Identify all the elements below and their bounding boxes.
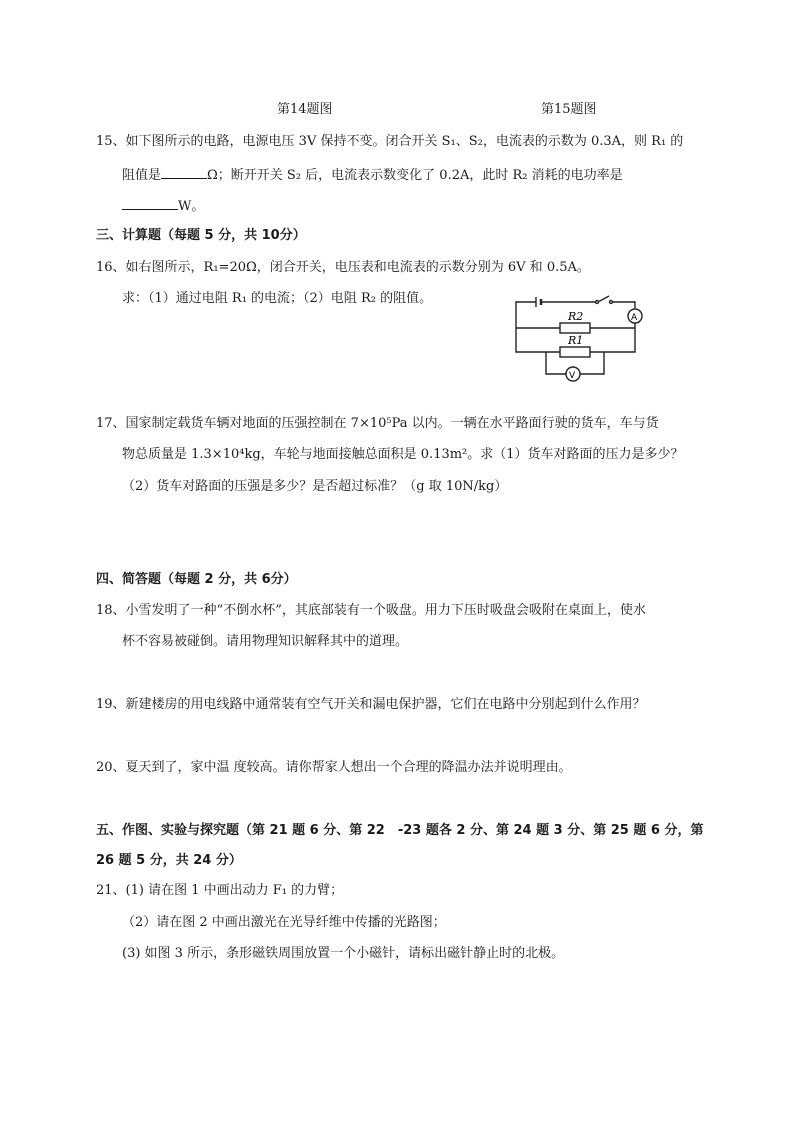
question-21-part-1: 21、(1) 请在图 1 中画出动力 F₁ 的力臂； [96, 883, 344, 898]
section-5-title-line-1: 五、作图、实验与探究题（第 21 题 6 分、第 22 -23 题各 2 分、第 24 题 3 分、第 25 题 6 分，第 [96, 823, 704, 838]
question-18-line-2: 杯不容易被碰倒。请用物理知识解释其中的道理。 [122, 634, 409, 649]
switch-icon [598, 296, 609, 302]
figure-14-caption: 第14题图 [277, 102, 333, 117]
question-17-line-2: 物总质量是 1.3×10⁴kg，车轮与地面接触总面积是 0.13m²。求（1）货车对路面的压力是多少？ [122, 447, 684, 462]
question-17-line-3: （2）货车对路面的压强是多少？是否超过标准？（g 取 10N/kg） [122, 479, 508, 494]
wire [612, 302, 635, 308]
question-number: 16、 [96, 260, 126, 275]
question-20-line-1: 20、夏天到了，家中温 度较高。请你帮家人想出一个合理的降温办法并说明理由。 [96, 760, 572, 775]
question-15-line-3: W。 [122, 195, 204, 217]
question-number: 15、 [96, 134, 126, 149]
answer-blank[interactable] [161, 164, 207, 179]
r2-label: R2 [568, 310, 584, 323]
question-16-line-1: 16、如右图所示，R₁=20Ω，闭合开关，电压表和电流表的示数分别为 6V 和 0.5A。 [96, 260, 590, 275]
question-number: 20、 [96, 760, 126, 775]
resistor-r1 [560, 347, 590, 357]
r1-label: R1 [568, 334, 584, 347]
question-21-part-2: （2）请在图 2 中画出激光在光导纤维中传播的光路图； [122, 915, 446, 930]
question-number: 17、 [96, 416, 126, 431]
figure-15-caption: 第15题图 [541, 102, 597, 117]
ammeter-label: A [631, 313, 638, 323]
circuit-diagram [508, 294, 648, 384]
voltmeter-label: V [569, 371, 576, 381]
question-21-part-3: (3) 如图 3 所示，条形磁铁周围放置一个小磁针，请标出磁针静止时的北极。 [122, 946, 565, 961]
resistor-r2 [560, 323, 590, 333]
section-5-title-line-2: 26 题 5 分，共 24 分） [96, 853, 242, 868]
question-number: 18、 [96, 603, 126, 618]
question-18-line-1: 18、小雪发明了一种“不倒水杯”，其底部装有一个吸盘。用力下压时吸盘会吸附在桌面上，使水 [96, 603, 646, 618]
question-15-line-1: 15、如下图所示的电路，电源电压 3V 保持不变。闭合开关 S₁、S₂，电流表的示数为 0.3A，则 R₁ 的 [96, 134, 684, 149]
question-19-line-1: 19、新建楼房的用电线路中通常装有空气开关和漏电保护器，它们在电路中分别起到什么作用？ [96, 697, 646, 712]
question-16-line-2: 求：（1）通过电阻 R₁ 的电流；（2）电阻 R₂ 的阻值。 [122, 291, 433, 306]
section-3-title: 三、计算题（每题 5 分，共 10分） [96, 228, 306, 243]
section-4-title: 四、简答题（每题 2 分，共 6分） [96, 572, 297, 587]
question-number: 21、 [96, 883, 126, 898]
answer-blank[interactable] [122, 195, 178, 210]
question-number: 19、 [96, 697, 126, 712]
question-17-line-1: 17、国家制定载货车辆对地面的压强控制在 7×10⁵Pa 以内。一辆在水平路面行驶的货车，车与货 [96, 416, 659, 431]
wire [516, 302, 536, 314]
question-15-line-2: 阻值是 Ω；断开开关 S₂ 后，电流表示数变化了 0.2A，此时 R₂ 消耗的电功率是 [122, 164, 623, 186]
